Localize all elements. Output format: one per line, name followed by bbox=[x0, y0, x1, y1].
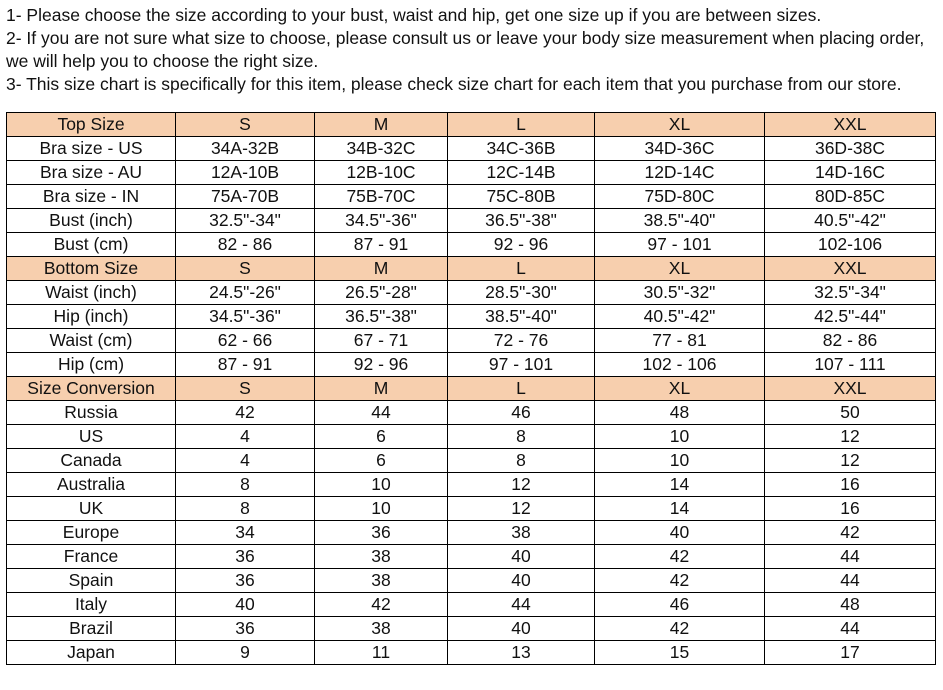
size-value-cell: 38.5"-40" bbox=[595, 209, 765, 233]
size-value-cell: 42.5"-44" bbox=[765, 305, 936, 329]
size-value-cell: 8 bbox=[448, 425, 595, 449]
size-header-cell: XXL bbox=[765, 257, 936, 281]
size-value-cell: 42 bbox=[765, 521, 936, 545]
size-value-cell: 40 bbox=[448, 545, 595, 569]
size-value-cell: 67 - 71 bbox=[315, 329, 448, 353]
size-value-cell: 36 bbox=[176, 617, 315, 641]
size-value-cell: 80D-85C bbox=[765, 185, 936, 209]
table-row bbox=[7, 305, 936, 329]
size-value-cell: 14 bbox=[595, 497, 765, 521]
size-value-cell: 24.5"-26" bbox=[176, 281, 315, 305]
row-label-cell: Hip (cm) bbox=[7, 353, 176, 377]
size-value-cell: 102-106 bbox=[765, 233, 936, 257]
size-value-cell: 40 bbox=[448, 569, 595, 593]
size-value-cell: 12 bbox=[765, 449, 936, 473]
table-row bbox=[7, 233, 936, 257]
size-value-cell: 34 bbox=[176, 521, 315, 545]
size-value-cell: 42 bbox=[595, 569, 765, 593]
table-row bbox=[7, 641, 936, 665]
size-value-cell: 6 bbox=[315, 449, 448, 473]
row-label-cell: Canada bbox=[7, 449, 176, 473]
size-value-cell: 34D-36C bbox=[595, 137, 765, 161]
size-value-cell: 92 - 96 bbox=[448, 233, 595, 257]
row-label-cell: UK bbox=[7, 497, 176, 521]
size-value-cell: 8 bbox=[176, 497, 315, 521]
row-label-cell: Hip (inch) bbox=[7, 305, 176, 329]
size-header-cell: M bbox=[315, 113, 448, 137]
size-value-cell: 12 bbox=[448, 473, 595, 497]
table-row bbox=[7, 185, 936, 209]
size-value-cell: 12 bbox=[448, 497, 595, 521]
table-row bbox=[7, 161, 936, 185]
size-value-cell: 36D-38C bbox=[765, 137, 936, 161]
size-value-cell: 38 bbox=[448, 521, 595, 545]
size-value-cell: 40.5"-42" bbox=[765, 209, 936, 233]
size-value-cell: 12 bbox=[765, 425, 936, 449]
size-value-cell: 15 bbox=[595, 641, 765, 665]
row-label-cell: US bbox=[7, 425, 176, 449]
row-label-cell: Italy bbox=[7, 593, 176, 617]
row-label-cell: Bust (inch) bbox=[7, 209, 176, 233]
row-label-cell: Waist (cm) bbox=[7, 329, 176, 353]
size-header-cell: XL bbox=[595, 377, 765, 401]
table-row bbox=[7, 545, 936, 569]
size-value-cell: 38 bbox=[315, 569, 448, 593]
size-chart-table bbox=[6, 112, 936, 665]
section-header-label: Size Conversion bbox=[7, 377, 176, 401]
size-value-cell: 87 - 91 bbox=[315, 233, 448, 257]
section-header-row bbox=[7, 377, 936, 401]
size-value-cell: 10 bbox=[595, 425, 765, 449]
size-value-cell: 75C-80B bbox=[448, 185, 595, 209]
size-value-cell: 34.5"-36" bbox=[315, 209, 448, 233]
size-value-cell: 11 bbox=[315, 641, 448, 665]
size-value-cell: 36 bbox=[176, 569, 315, 593]
section-header-row bbox=[7, 257, 936, 281]
row-label-cell: Brazil bbox=[7, 617, 176, 641]
table-row bbox=[7, 425, 936, 449]
size-header-cell: XXL bbox=[765, 377, 936, 401]
row-label-cell: Bust (cm) bbox=[7, 233, 176, 257]
size-value-cell: 77 - 81 bbox=[595, 329, 765, 353]
size-value-cell: 10 bbox=[315, 473, 448, 497]
size-value-cell: 40.5"-42" bbox=[595, 305, 765, 329]
size-value-cell: 26.5"-28" bbox=[315, 281, 448, 305]
size-value-cell: 30.5"-32" bbox=[595, 281, 765, 305]
size-header-cell: L bbox=[448, 113, 595, 137]
size-value-cell: 42 bbox=[595, 617, 765, 641]
size-value-cell: 102 - 106 bbox=[595, 353, 765, 377]
size-value-cell: 42 bbox=[595, 545, 765, 569]
size-value-cell: 4 bbox=[176, 425, 315, 449]
instruction-2: 2- If you are not sure what size to choose, please consult us or leave your body size measurement when placing order, we will help you to choose the right size. bbox=[6, 28, 925, 71]
size-value-cell: 32.5"-34" bbox=[765, 281, 936, 305]
row-label-cell: Bra size - IN bbox=[7, 185, 176, 209]
size-value-cell: 10 bbox=[595, 449, 765, 473]
size-value-cell: 75D-80C bbox=[595, 185, 765, 209]
table-row bbox=[7, 281, 936, 305]
size-value-cell: 48 bbox=[765, 593, 936, 617]
table-row bbox=[7, 569, 936, 593]
size-value-cell: 46 bbox=[595, 593, 765, 617]
size-value-cell: 40 bbox=[595, 521, 765, 545]
row-label-cell: Bra size - US bbox=[7, 137, 176, 161]
size-value-cell: 8 bbox=[176, 473, 315, 497]
size-header-cell: XL bbox=[595, 113, 765, 137]
size-value-cell: 38 bbox=[315, 545, 448, 569]
size-value-cell: 97 - 101 bbox=[595, 233, 765, 257]
table-row bbox=[7, 521, 936, 545]
size-value-cell: 44 bbox=[765, 617, 936, 641]
section-header-label: Bottom Size bbox=[7, 257, 176, 281]
table-row bbox=[7, 353, 936, 377]
size-value-cell: 8 bbox=[448, 449, 595, 473]
section-header-label: Top Size bbox=[7, 113, 176, 137]
size-value-cell: 75A-70B bbox=[176, 185, 315, 209]
size-header-cell: S bbox=[176, 113, 315, 137]
size-header-cell: M bbox=[315, 377, 448, 401]
size-value-cell: 36.5"-38" bbox=[315, 305, 448, 329]
table-row bbox=[7, 209, 936, 233]
size-value-cell: 44 bbox=[765, 569, 936, 593]
table-row bbox=[7, 617, 936, 641]
table-row bbox=[7, 593, 936, 617]
section-header-row bbox=[7, 113, 936, 137]
instruction-1: 1- Please choose the size according to your bust, waist and hip, get one size up if you are between sizes. bbox=[6, 5, 822, 25]
size-value-cell: 44 bbox=[448, 593, 595, 617]
size-chart-body bbox=[7, 113, 936, 665]
size-value-cell: 62 - 66 bbox=[176, 329, 315, 353]
row-label-cell: Bra size - AU bbox=[7, 161, 176, 185]
size-value-cell: 12C-14B bbox=[448, 161, 595, 185]
table-row bbox=[7, 497, 936, 521]
size-value-cell: 34B-32C bbox=[315, 137, 448, 161]
size-value-cell: 16 bbox=[765, 497, 936, 521]
size-value-cell: 34.5"-36" bbox=[176, 305, 315, 329]
size-value-cell: 17 bbox=[765, 641, 936, 665]
size-value-cell: 16 bbox=[765, 473, 936, 497]
size-header-cell: L bbox=[448, 377, 595, 401]
size-value-cell: 97 - 101 bbox=[448, 353, 595, 377]
table-row bbox=[7, 449, 936, 473]
table-row bbox=[7, 137, 936, 161]
size-value-cell: 36.5"-38" bbox=[448, 209, 595, 233]
size-value-cell: 32.5"-34" bbox=[176, 209, 315, 233]
size-value-cell: 12A-10B bbox=[176, 161, 315, 185]
size-value-cell: 40 bbox=[448, 617, 595, 641]
size-value-cell: 46 bbox=[448, 401, 595, 425]
table-row bbox=[7, 329, 936, 353]
table-row bbox=[7, 401, 936, 425]
size-instructions bbox=[6, 4, 936, 96]
size-value-cell: 14D-16C bbox=[765, 161, 936, 185]
size-value-cell: 36 bbox=[315, 521, 448, 545]
table-row bbox=[7, 473, 936, 497]
size-value-cell: 42 bbox=[176, 401, 315, 425]
size-value-cell: 13 bbox=[448, 641, 595, 665]
row-label-cell: Europe bbox=[7, 521, 176, 545]
size-value-cell: 38.5"-40" bbox=[448, 305, 595, 329]
size-value-cell: 87 - 91 bbox=[176, 353, 315, 377]
row-label-cell: France bbox=[7, 545, 176, 569]
size-value-cell: 40 bbox=[176, 593, 315, 617]
size-header-cell: M bbox=[315, 257, 448, 281]
size-value-cell: 12D-14C bbox=[595, 161, 765, 185]
size-value-cell: 9 bbox=[176, 641, 315, 665]
size-value-cell: 14 bbox=[595, 473, 765, 497]
size-value-cell: 36 bbox=[176, 545, 315, 569]
size-value-cell: 28.5"-30" bbox=[448, 281, 595, 305]
row-label-cell: Japan bbox=[7, 641, 176, 665]
instruction-3: 3- This size chart is specifically for this item, please check size chart for each item that you purchase from our store. bbox=[6, 74, 902, 94]
size-value-cell: 4 bbox=[176, 449, 315, 473]
size-value-cell: 10 bbox=[315, 497, 448, 521]
size-value-cell: 50 bbox=[765, 401, 936, 425]
size-value-cell: 44 bbox=[315, 401, 448, 425]
size-value-cell: 82 - 86 bbox=[176, 233, 315, 257]
size-value-cell: 75B-70C bbox=[315, 185, 448, 209]
size-header-cell: L bbox=[448, 257, 595, 281]
size-value-cell: 92 - 96 bbox=[315, 353, 448, 377]
size-value-cell: 107 - 111 bbox=[765, 353, 936, 377]
size-value-cell: 12B-10C bbox=[315, 161, 448, 185]
size-header-cell: XL bbox=[595, 257, 765, 281]
size-value-cell: 6 bbox=[315, 425, 448, 449]
row-label-cell: Spain bbox=[7, 569, 176, 593]
size-header-cell: XXL bbox=[765, 113, 936, 137]
size-value-cell: 82 - 86 bbox=[765, 329, 936, 353]
size-value-cell: 34C-36B bbox=[448, 137, 595, 161]
size-value-cell: 34A-32B bbox=[176, 137, 315, 161]
size-value-cell: 42 bbox=[315, 593, 448, 617]
size-header-cell: S bbox=[176, 377, 315, 401]
row-label-cell: Australia bbox=[7, 473, 176, 497]
size-value-cell: 48 bbox=[595, 401, 765, 425]
size-value-cell: 72 - 76 bbox=[448, 329, 595, 353]
size-value-cell: 44 bbox=[765, 545, 936, 569]
size-header-cell: S bbox=[176, 257, 315, 281]
row-label-cell: Waist (inch) bbox=[7, 281, 176, 305]
row-label-cell: Russia bbox=[7, 401, 176, 425]
size-value-cell: 38 bbox=[315, 617, 448, 641]
